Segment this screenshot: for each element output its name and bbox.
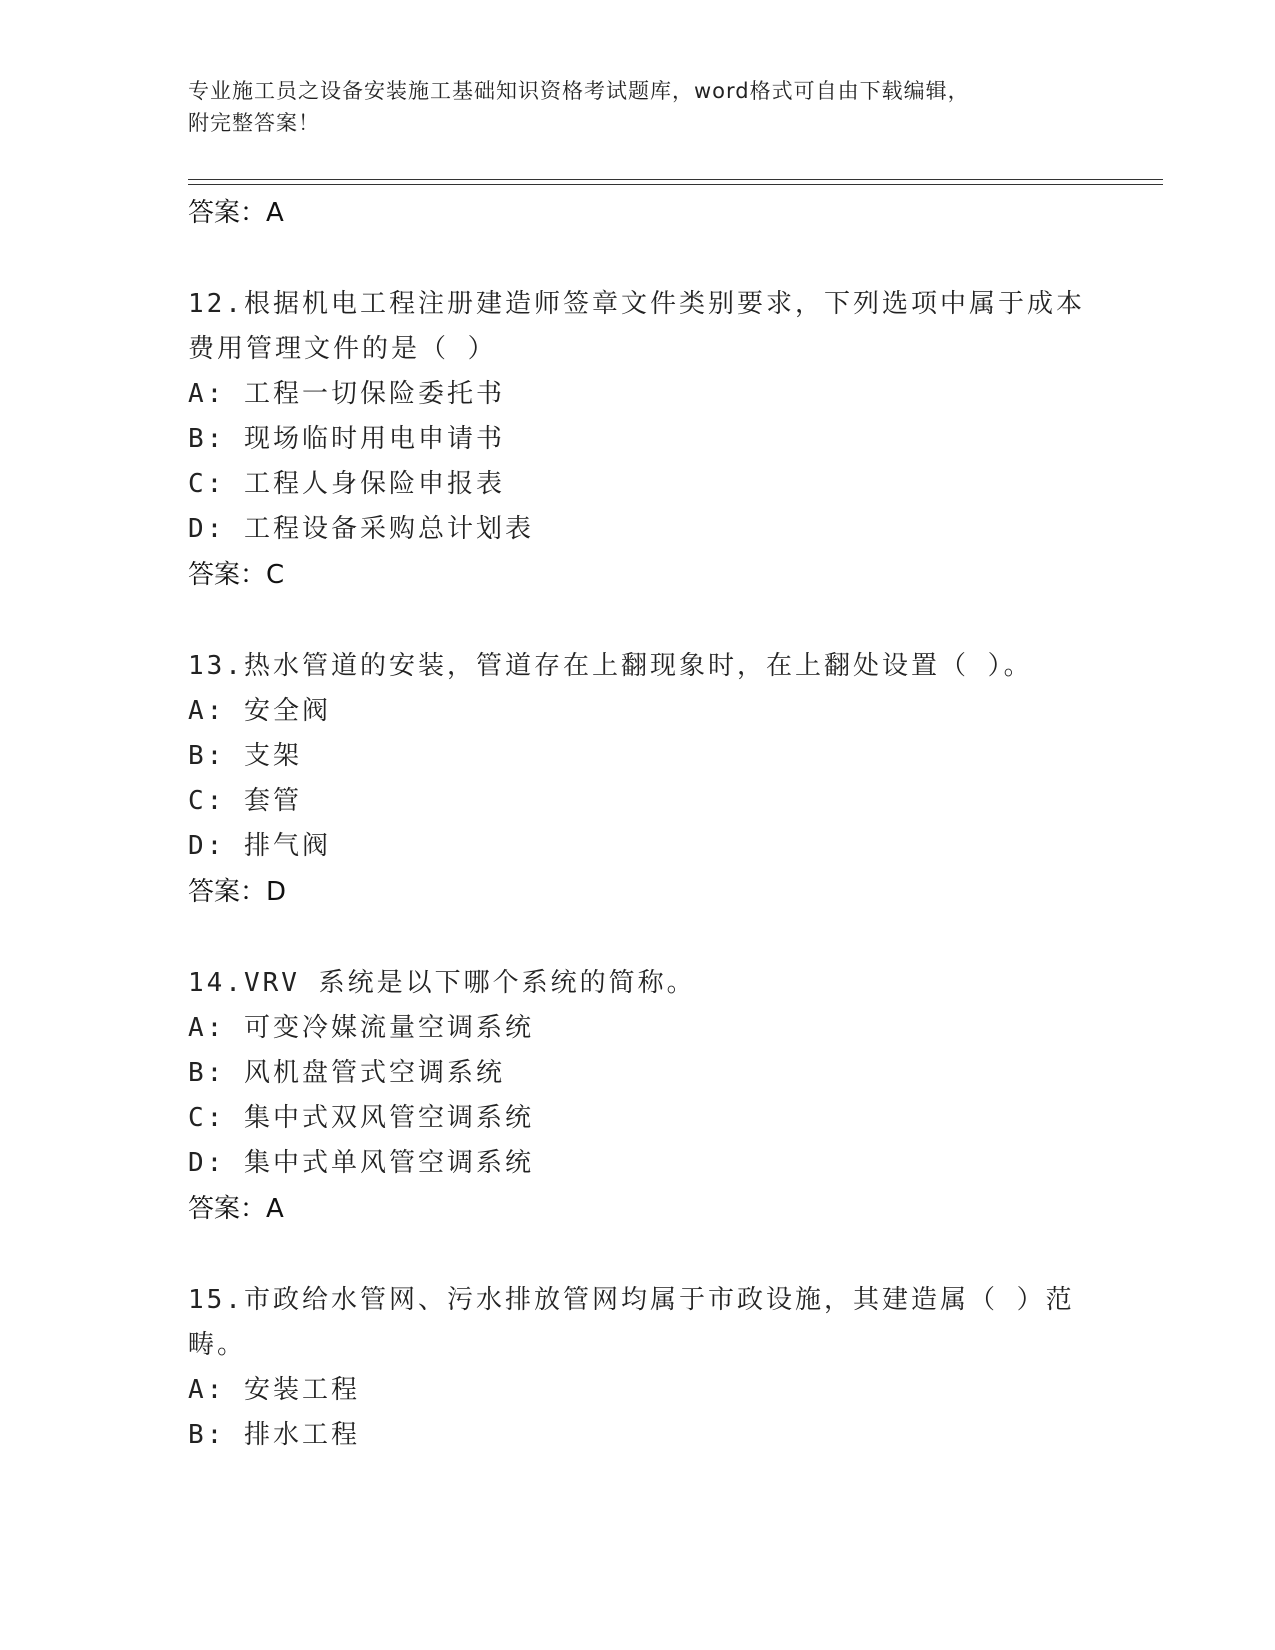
question-title: [188, 961, 1088, 1006]
header-divider-bottom: [188, 184, 1163, 185]
option-a: A: 安装工程: [188, 1375, 360, 1405]
question-15: [188, 1278, 1088, 1458]
option-b: B: 风机盘管式空调系统: [188, 1058, 505, 1088]
question-title-line: 费用管理文件的是（ ）: [188, 334, 497, 364]
option-b: B: 现场临时用电申请书: [188, 424, 505, 454]
option-d: D: 工程设备采购总计划表: [188, 514, 534, 544]
answer-line: 答案：A: [188, 198, 284, 228]
header-line-2: 附完整答案！: [188, 111, 320, 135]
document-header: [188, 75, 1088, 139]
question-14: [188, 961, 1088, 1232]
option-a: A: 可变冷媒流量空调系统: [188, 1013, 534, 1043]
option-b: B: 支架: [188, 741, 302, 771]
question-title: [188, 644, 1088, 689]
question-title-line: 12.根据机电工程注册建造师签章文件类别要求，下列选项中属于成本: [188, 289, 1085, 319]
question-title-line: 畴。: [188, 1330, 247, 1360]
question-title-line: 15.市政给水管网、污水排放管网均属于市政设施，其建造属（ ）范: [188, 1285, 1075, 1315]
option-d: D: 排气阀: [188, 831, 331, 861]
question-title: [188, 282, 1088, 372]
question-title: [188, 1278, 1088, 1368]
answer-line: 答案：C: [188, 560, 285, 590]
answer-line: 答案：A: [188, 1194, 284, 1224]
option-a: A: 工程一切保险委托书: [188, 379, 505, 409]
option-b: B: 排水工程: [188, 1420, 360, 1450]
header-divider-top: [188, 179, 1163, 180]
answer-line: 答案：D: [188, 877, 287, 907]
question-13: [188, 644, 1088, 915]
question-title-line: 14.VRV 系统是以下哪个系统的简称。: [188, 968, 696, 998]
question-12: [188, 282, 1088, 598]
option-d: D: 集中式单风管空调系统: [188, 1148, 534, 1178]
option-a: A: 安全阀: [188, 696, 331, 726]
header-line-1: 专业施工员之设备安装施工基础知识资格考试题库，word格式可自由下载编辑，: [188, 79, 970, 103]
option-c: C: 集中式双风管空调系统: [188, 1103, 534, 1133]
question-title-line: 13.热水管道的安装，管道存在上翻现象时，在上翻处设置（ ）。: [188, 651, 1033, 681]
option-c: C: 工程人身保险申报表: [188, 469, 505, 499]
option-c: C: 套管: [188, 786, 302, 816]
question-list: [188, 190, 1088, 1458]
